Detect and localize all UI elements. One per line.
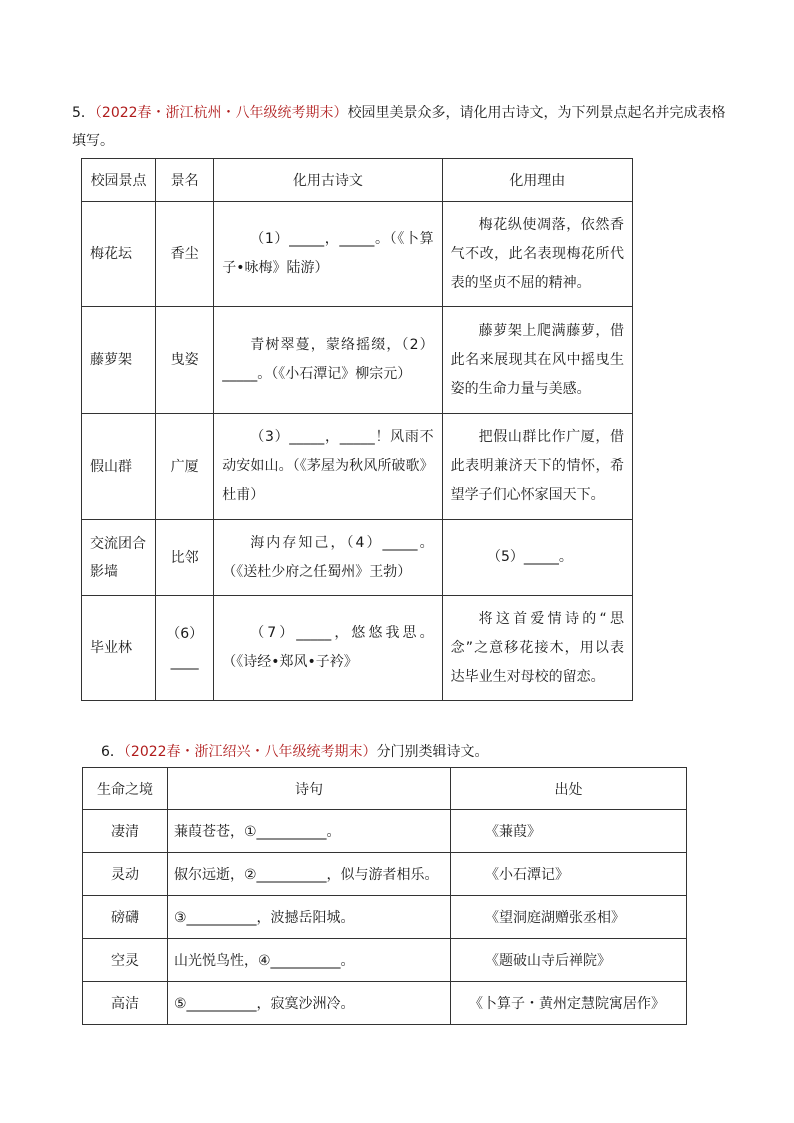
- cell-spot: 梅花坛: [82, 202, 156, 307]
- table-header-row: [83, 768, 687, 810]
- scenic-naming-table: [81, 158, 633, 701]
- cell-name: （6）____: [156, 596, 214, 701]
- cell-line: 蒹葭苍苍，①__________。: [168, 810, 451, 853]
- cell-reason: 藤萝架上爬满藤萝，借此名来展现其在风中摇曳生姿的生命力量与美感。: [442, 307, 632, 414]
- cell-poem: （1）_____，_____。（《卜算子•咏梅》陆游）: [214, 202, 442, 307]
- cell-spot: 假山群: [82, 414, 156, 520]
- cell-poem: 海内存知己，（4）_____。（《送杜少府之任蜀州》王勃）: [214, 520, 442, 596]
- question-number: 6．: [101, 744, 124, 760]
- cell-realm: 高洁: [83, 982, 168, 1025]
- column-header: 化用古诗文: [214, 159, 442, 202]
- table-row: [83, 853, 687, 896]
- column-header: 出处: [451, 768, 687, 810]
- cell-reason: （5）_____。: [442, 520, 632, 596]
- table-row: [83, 982, 687, 1025]
- column-header: 诗句: [168, 768, 451, 810]
- cell-poem: （3）_____，_____！风雨不动安如山。（《茅屋为秋风所破歌》杜甫）: [214, 414, 442, 520]
- column-header: 化用理由: [442, 159, 632, 202]
- cell-origin: 《题破山寺后禅院》: [451, 939, 687, 982]
- question-prompt: 分门别类辑诗文。: [376, 744, 489, 760]
- cell-name: 比邻: [156, 520, 214, 596]
- table-row: [82, 520, 633, 596]
- cell-realm: 磅礴: [83, 896, 168, 939]
- table-row: [83, 810, 687, 853]
- cell-origin: 《望洞庭湖赠张丞相》: [451, 896, 687, 939]
- column-header: 生命之境: [83, 768, 168, 810]
- cell-spot: 毕业林: [82, 596, 156, 701]
- table-row: [83, 896, 687, 939]
- cell-name: 曳姿: [156, 307, 214, 414]
- table-row: [82, 202, 633, 307]
- cell-origin: 《小石潭记》: [451, 853, 687, 896]
- question-source: （2022春・浙江杭州・八年级统考期末）: [94, 105, 348, 121]
- cell-line: 俶尔远逝，②__________，似与游者相乐。: [168, 853, 451, 896]
- cell-realm: 空灵: [83, 939, 168, 982]
- cell-spot: 交流团合影墙: [82, 520, 156, 596]
- cell-origin: 《蒹葭》: [451, 810, 687, 853]
- question-6: [101, 738, 721, 766]
- cell-reason: 把假山群比作广厦，借此表明兼济天下的情怀，希望学子们心怀家国天下。: [442, 414, 632, 520]
- question-prompt: 校园里美景众多，请化用古诗文，为下列景点起名并完成表格填写。: [72, 105, 726, 149]
- table-row: [83, 939, 687, 982]
- question-5: [72, 99, 728, 155]
- table-row: [82, 596, 633, 701]
- table-row: [82, 307, 633, 414]
- column-header: 景名: [156, 159, 214, 202]
- cell-spot: 藤萝架: [82, 307, 156, 414]
- poetry-category-table: [82, 767, 687, 1025]
- question-number: 5．: [72, 105, 95, 121]
- cell-reason: 梅花纵使凋落，依然香气不改，此名表现梅花所代表的坚贞不屈的精神。: [442, 202, 632, 307]
- cell-origin: 《卜算子・黄州定慧院寓居作》: [451, 982, 687, 1025]
- table-header-row: [82, 159, 633, 202]
- cell-line: 山光悦鸟性，④__________。: [168, 939, 451, 982]
- cell-name: 香尘: [156, 202, 214, 307]
- table-row: [82, 414, 633, 520]
- cell-line: ③__________，波撼岳阳城。: [168, 896, 451, 939]
- column-header: 校园景点: [82, 159, 156, 202]
- cell-realm: 凄清: [83, 810, 168, 853]
- cell-line: ⑤__________，寂寞沙洲冷。: [168, 982, 451, 1025]
- cell-name: 广厦: [156, 414, 214, 520]
- cell-poem: （7）_____，悠悠我思。（《诗经•郑风•子衿》: [214, 596, 442, 701]
- cell-reason: 将这首爱情诗的“思念”之意移花接木，用以表达毕业生对母校的留恋。: [442, 596, 632, 701]
- cell-realm: 灵动: [83, 853, 168, 896]
- cell-poem: 青树翠蔓，蒙络摇缀，（2）_____。（《小石潭记》柳宗元）: [214, 307, 442, 414]
- question-source: （2022春・浙江绍兴・八年级统考期末）: [123, 744, 377, 760]
